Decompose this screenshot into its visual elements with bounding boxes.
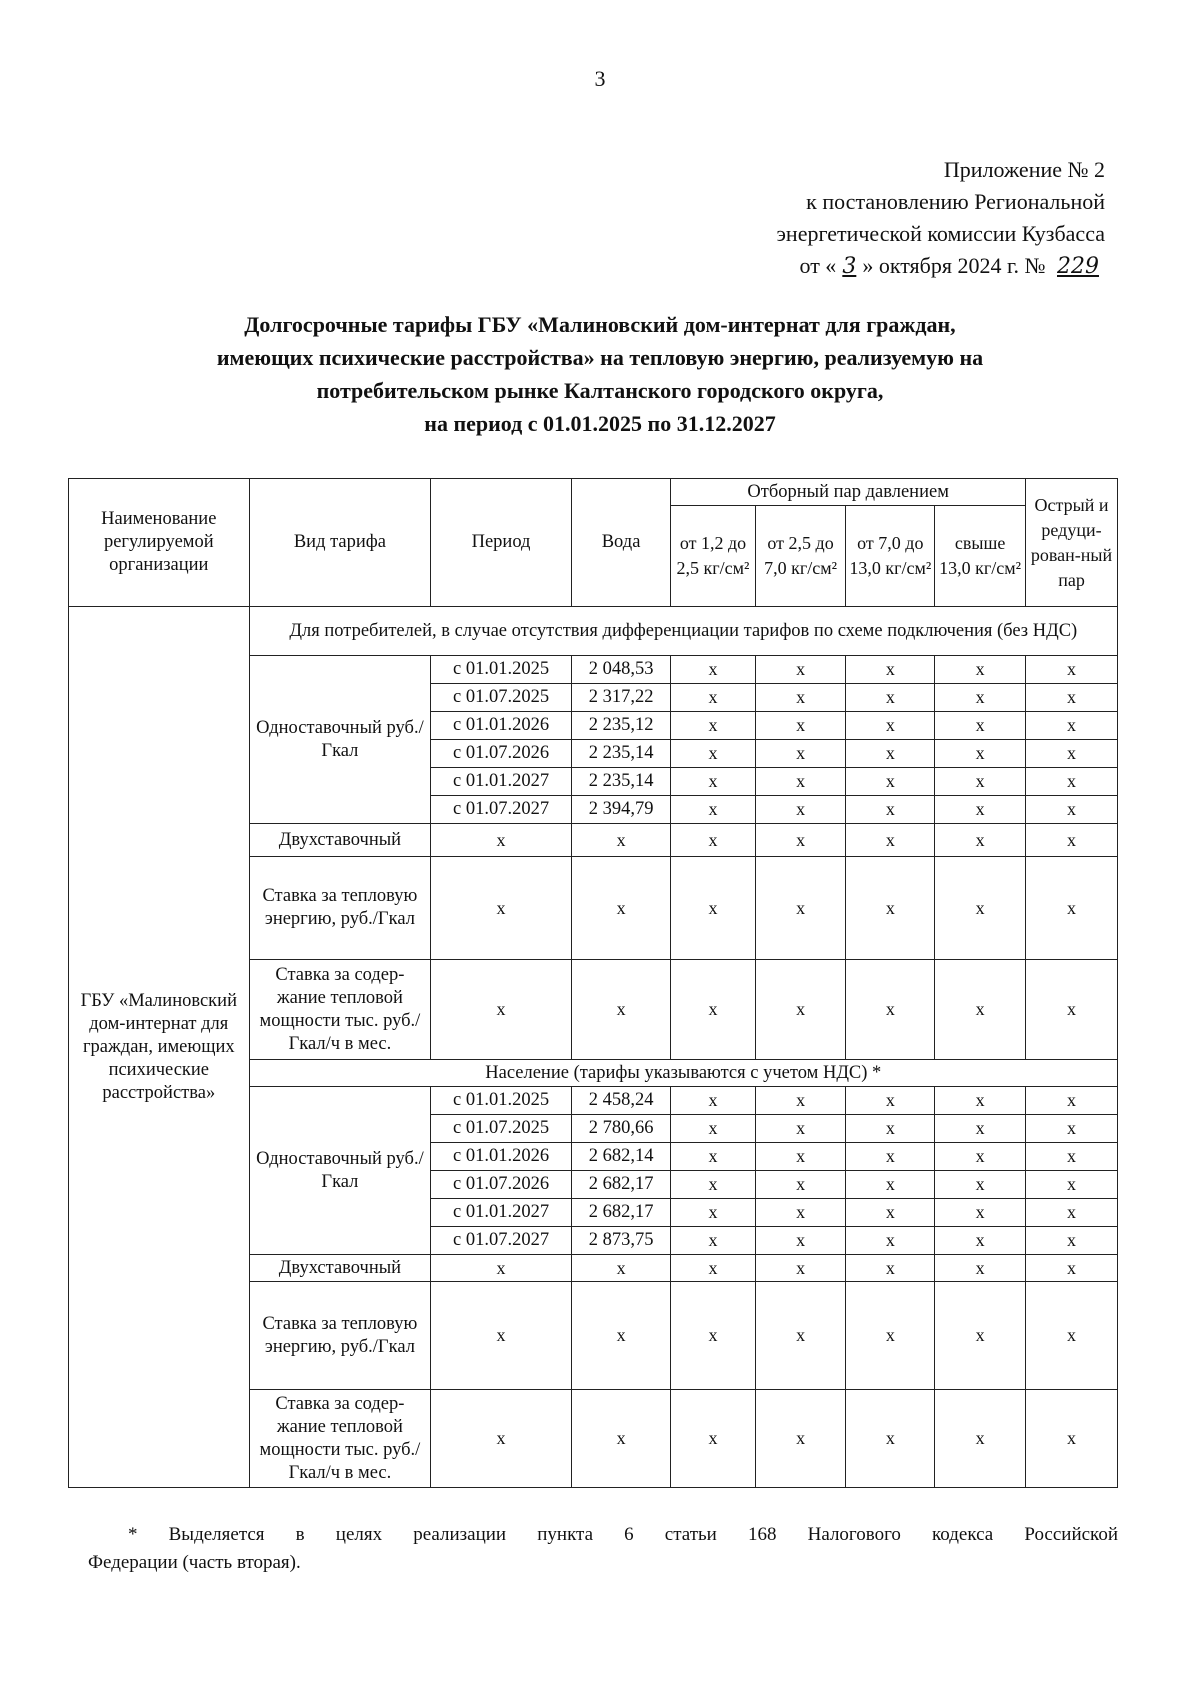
period-cell: с 01.07.2027 [431,1227,572,1255]
period-cell: с 01.01.2026 [431,1143,572,1171]
water-value: 2 394,79 [571,796,670,824]
x-cell: x [935,1171,1026,1199]
heat-rate-label: Ставка за тепловую энергию, руб./Гкал [249,1282,431,1390]
water-value: 2 317,22 [571,684,670,712]
x-cell: x [671,1390,755,1488]
x-cell: x [1026,768,1118,796]
x-cell: x [935,1143,1026,1171]
x-cell: x [671,1171,755,1199]
x-cell: x [1026,1390,1118,1488]
x-cell: x [671,768,755,796]
x-cell: x [846,1171,935,1199]
date-prefix: от « [799,253,837,278]
x-cell: x [846,1227,935,1255]
header-sharp-steam: Острый и редуци-рован-ный пар [1026,479,1118,607]
x-cell: x [935,796,1026,824]
date-middle: » октября 2024 г. № [862,253,1046,278]
section-caption-consumers: Для потребителей, в случае отсутствия дифференциации тарифов по схеме подключения (без НДС) [249,607,1117,656]
period-cell: с 01.01.2025 [431,1087,572,1115]
x-cell: x [846,656,935,684]
x-cell: x [1026,1282,1118,1390]
period-cell: с 01.07.2025 [431,684,572,712]
x-cell: x [1026,656,1118,684]
x-cell: x [846,740,935,768]
x-cell: x [846,824,935,857]
title-line-3: потребительском рынке Калтанского городского округа, [316,378,884,403]
x-cell: x [755,684,846,712]
x-cell: x [846,857,935,960]
x-cell: x [671,656,755,684]
period-cell: с 01.07.2025 [431,1115,572,1143]
date-day-handwritten: 3 [842,254,857,279]
x-cell: x [571,1255,670,1282]
two-rate-label: Двухставочный [249,824,431,857]
x-cell: x [1026,1115,1118,1143]
x-cell: x [846,1255,935,1282]
period-cell: с 01.01.2027 [431,768,572,796]
x-cell: x [671,1115,755,1143]
x-cell: x [846,768,935,796]
x-cell: x [1026,1199,1118,1227]
x-cell: x [846,1282,935,1390]
x-cell: x [1026,824,1118,857]
x-cell: x [1026,1087,1118,1115]
x-cell: x [431,1390,572,1488]
water-value: 2 235,12 [571,712,670,740]
x-cell: x [571,1390,670,1488]
water-value: 2 682,17 [571,1199,670,1227]
x-cell: x [1026,1143,1118,1171]
x-cell: x [755,960,846,1060]
x-cell: x [755,1390,846,1488]
appendix-date-line [776,250,1105,283]
x-cell: x [431,824,572,857]
x-cell: x [755,824,846,857]
x-cell: x [935,656,1026,684]
header-period: Период [431,479,572,607]
x-cell: x [571,1282,670,1390]
water-value: 2 235,14 [571,740,670,768]
x-cell: x [846,1390,935,1488]
x-cell: x [755,712,846,740]
x-cell: x [431,857,572,960]
x-cell: x [671,740,755,768]
one-rate-label: Одноставочный руб./Гкал [249,1087,431,1255]
x-cell: x [935,1199,1026,1227]
appendix-line-3: энергетической комиссии Кузбасса [776,221,1105,246]
x-cell: x [671,857,755,960]
x-cell: x [431,1282,572,1390]
x-cell: x [571,960,670,1060]
x-cell: x [755,1227,846,1255]
title-line-2: имеющих психические расстройства» на тепловую энергию, реализуемую на [216,345,984,370]
x-cell: x [1026,857,1118,960]
appendix-title: Приложение № 2 [943,157,1105,182]
header-pressure-1: от 1,2 до 2,5 кг/см² [671,506,755,607]
footnote-line-1: * Выделяется в целях реализации пункта 6 статьи 168 Налогового кодекса Российской [128,1524,1118,1545]
x-cell: x [935,960,1026,1060]
x-cell: x [1026,712,1118,740]
x-cell: x [671,824,755,857]
x-cell: x [1026,960,1118,1060]
x-cell: x [846,684,935,712]
water-value: 2 682,17 [571,1171,670,1199]
x-cell: x [846,1199,935,1227]
x-cell: x [846,712,935,740]
footnote [88,1521,1118,1577]
x-cell: x [755,1282,846,1390]
appendix-line-2: к постановлению Региональной [806,189,1105,214]
x-cell: x [846,960,935,1060]
water-value: 2 780,66 [571,1115,670,1143]
period-cell: с 01.01.2027 [431,1199,572,1227]
x-cell: x [935,1255,1026,1282]
capacity-rate-label: Ставка за содер-жание тепловой мощности тыс. руб./Гкал/ч в мес. [249,960,431,1060]
x-cell: x [571,824,670,857]
x-cell: x [1026,1255,1118,1282]
header-tariff-type: Вид тарифа [249,479,431,607]
x-cell: x [846,796,935,824]
x-cell: x [935,1227,1026,1255]
x-cell: x [755,1255,846,1282]
two-rate-label: Двухставочный [249,1255,431,1282]
x-cell: x [846,1087,935,1115]
organization-name: ГБУ «Малиновский дом-интернат для граждан, имеющих психические расстройства» [69,607,250,1488]
x-cell: x [935,857,1026,960]
x-cell: x [755,796,846,824]
x-cell: x [671,712,755,740]
period-cell: с 01.07.2026 [431,740,572,768]
header-pressure-3: от 7,0 до 13,0 кг/см² [846,506,935,607]
x-cell: x [755,1143,846,1171]
x-cell: x [755,1115,846,1143]
period-cell: с 01.07.2027 [431,796,572,824]
heat-rate-label: Ставка за тепловую энергию, руб./Гкал [249,857,431,960]
x-cell: x [671,1255,755,1282]
x-cell: x [755,1199,846,1227]
appendix-header [776,154,1105,283]
section-caption-population: Население (тарифы указываются с учетом НДС) * [249,1060,1117,1087]
x-cell: x [671,1282,755,1390]
x-cell: x [1026,796,1118,824]
header-water: Вода [571,479,670,607]
x-cell: x [1026,740,1118,768]
footnote-line-2: Федерации (часть вторая). [88,1552,301,1573]
x-cell: x [935,1087,1026,1115]
x-cell: x [671,796,755,824]
water-value: 2 048,53 [571,656,670,684]
x-cell: x [431,960,572,1060]
x-cell: x [755,1171,846,1199]
x-cell: x [671,960,755,1060]
x-cell: x [846,1115,935,1143]
x-cell: x [755,768,846,796]
header-organization: Наименование регулируемой организации [69,479,250,607]
tariff-table [68,478,1118,1488]
x-cell: x [755,656,846,684]
x-cell: x [755,1087,846,1115]
x-cell: x [1026,1227,1118,1255]
x-cell: x [1026,1171,1118,1199]
x-cell: x [431,1255,572,1282]
document-number-handwritten: 229 [1057,254,1099,279]
header-steam-group: Отборный пар давлением [671,479,1026,506]
period-cell: с 01.07.2026 [431,1171,572,1199]
water-value: 2 873,75 [571,1227,670,1255]
x-cell: x [935,824,1026,857]
capacity-rate-label: Ставка за содер-жание тепловой мощности тыс. руб./Гкал/ч в мес. [249,1390,431,1488]
water-value: 2 682,14 [571,1143,670,1171]
x-cell: x [671,1227,755,1255]
x-cell: x [671,1087,755,1115]
x-cell: x [1026,684,1118,712]
x-cell: x [935,768,1026,796]
x-cell: x [935,1282,1026,1390]
water-value: 2 235,14 [571,768,670,796]
document-title [60,308,1140,440]
x-cell: x [671,684,755,712]
x-cell: x [935,712,1026,740]
x-cell: x [571,857,670,960]
x-cell: x [935,1115,1026,1143]
x-cell: x [755,740,846,768]
x-cell: x [671,1199,755,1227]
x-cell: x [935,740,1026,768]
period-cell: с 01.01.2026 [431,712,572,740]
one-rate-label: Одноставочный руб./Гкал [249,656,431,824]
x-cell: x [755,857,846,960]
header-pressure-2: от 2,5 до 7,0 кг/см² [755,506,846,607]
title-line-1: Долгосрочные тарифы ГБУ «Малиновский дом-интернат для граждан, [244,312,956,337]
x-cell: x [671,1143,755,1171]
title-line-4: на период с 01.01.2025 по 31.12.2027 [424,411,776,436]
x-cell: x [935,684,1026,712]
page-number: 3 [594,66,606,91]
period-cell: с 01.01.2025 [431,656,572,684]
header-pressure-4: свыше 13,0 кг/см² [935,506,1026,607]
water-value: 2 458,24 [571,1087,670,1115]
x-cell: x [846,1143,935,1171]
x-cell: x [935,1390,1026,1488]
